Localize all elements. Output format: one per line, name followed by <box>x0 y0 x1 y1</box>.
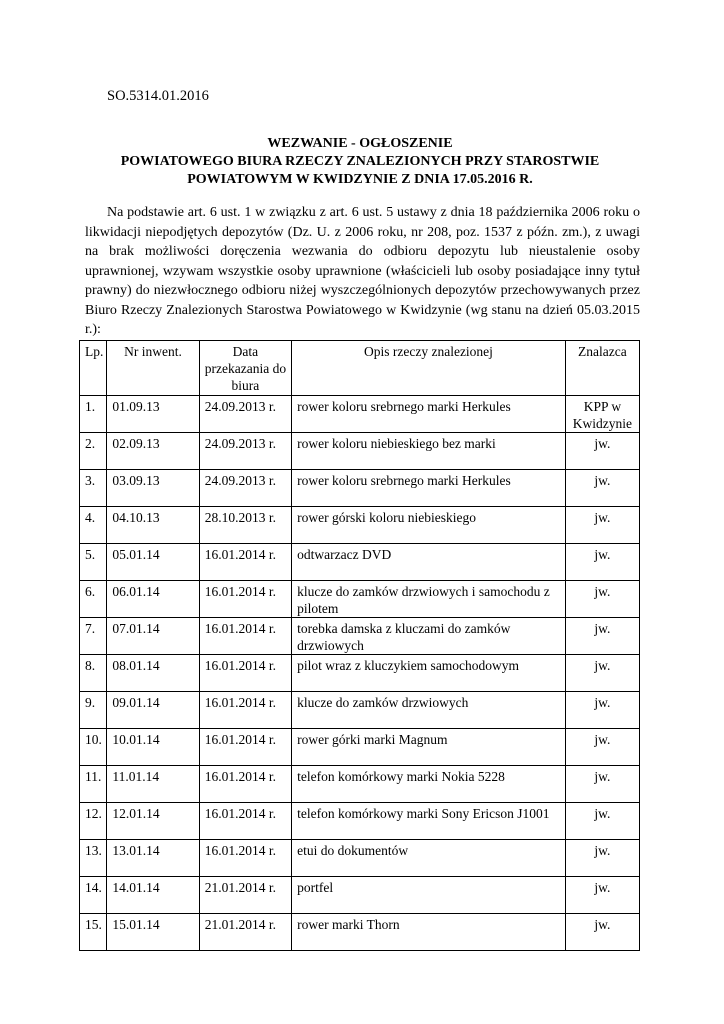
cell-inventory-no: 11.01.14 <box>107 766 199 803</box>
cell-finder: KPP w Kwidzynie <box>565 396 639 433</box>
cell-lp: 7. <box>80 618 107 655</box>
cell-inventory-no: 04.10.13 <box>107 507 199 544</box>
cell-date: 21.01.2014 r. <box>199 914 291 951</box>
cell-finder: jw. <box>565 507 639 544</box>
cell-description: rower górki marki Magnum <box>292 729 566 766</box>
title-line: POWIATOWEGO BIURA RZECZY ZNALEZIONYCH PRZY STAROSTWIE <box>120 154 600 169</box>
cell-finder: jw. <box>565 618 639 655</box>
title-line: POWIATOWYM W KWIDZYNIE Z DNIA 17.05.2016 R. <box>187 172 533 187</box>
cell-description: telefon komórkowy marki Nokia 5228 <box>292 766 566 803</box>
header-date: Data przekazania do biura <box>199 341 291 396</box>
cell-finder: jw. <box>565 470 639 507</box>
cell-lp: 5. <box>80 544 107 581</box>
cell-description: etui do dokumentów <box>292 840 566 877</box>
deposits-table <box>79 340 640 951</box>
cell-description: rower marki Thorn <box>292 914 566 951</box>
cell-finder: jw. <box>565 766 639 803</box>
cell-date: 16.01.2014 r. <box>199 840 291 877</box>
cell-lp: 12. <box>80 803 107 840</box>
cell-lp: 8. <box>80 655 107 692</box>
header-finder: Znalazca <box>565 341 639 396</box>
table-row <box>80 692 640 729</box>
cell-date: 24.09.2013 r. <box>199 433 291 470</box>
cell-description: pilot wraz z kluczykiem samochodowym <box>292 655 566 692</box>
cell-description: telefon komórkowy marki Sony Ericson J1001 <box>292 803 566 840</box>
cell-lp: 14. <box>80 877 107 914</box>
table-row <box>80 507 640 544</box>
cell-lp: 13. <box>80 840 107 877</box>
cell-lp: 1. <box>80 396 107 433</box>
cell-inventory-no: 07.01.14 <box>107 618 199 655</box>
header-inventory-no: Nr inwent. <box>107 341 199 396</box>
cell-date: 24.09.2013 r. <box>199 470 291 507</box>
header-lp: Lp. <box>80 341 107 396</box>
cell-date: 24.09.2013 r. <box>199 396 291 433</box>
cell-finder: jw. <box>565 877 639 914</box>
table-row <box>80 433 640 470</box>
cell-inventory-no: 06.01.14 <box>107 581 199 618</box>
cell-description: rower koloru niebieskiego bez marki <box>292 433 566 470</box>
cell-finder: jw. <box>565 803 639 840</box>
cell-description: odtwarzacz DVD <box>292 544 566 581</box>
cell-inventory-no: 15.01.14 <box>107 914 199 951</box>
cell-lp: 10. <box>80 729 107 766</box>
cell-date: 16.01.2014 r. <box>199 544 291 581</box>
cell-inventory-no: 13.01.14 <box>107 840 199 877</box>
cell-lp: 6. <box>80 581 107 618</box>
table-row <box>80 655 640 692</box>
cell-inventory-no: 05.01.14 <box>107 544 199 581</box>
cell-date: 16.01.2014 r. <box>199 581 291 618</box>
cell-inventory-no: 09.01.14 <box>107 692 199 729</box>
intro-paragraph: Na podstawie art. 6 ust. 1 w związku z art. 6 ust. 5 ustawy z dnia 18 października 2006 roku o likwidacji niepodjętych depozytów (Dz. U. z 2006 roku, nr 208, poz. 1537 z późn. zm.), z uwagi na brak możliwości doręczenia wezwania do odbioru depozytu lub nieustalenie osoby uprawnionej, wzywam wszystkie osoby uprawnione (właścicieli lub osoby posiadające inny tytuł prawny) do niezwłocznego odbioru niżej wyszczególnionych depozytów przechowywanych przez Biuro Rzeczy Znalezionych Starostwa Powiatowego w Kwidzynie (wg stanu na dzień 05.03.2015 r.): <box>85 205 640 337</box>
cell-lp: 2. <box>80 433 107 470</box>
cell-finder: jw. <box>565 544 639 581</box>
cell-finder: jw. <box>565 692 639 729</box>
cell-date: 16.01.2014 r. <box>199 692 291 729</box>
table-header-row <box>80 341 640 396</box>
cell-finder: jw. <box>565 840 639 877</box>
table-row <box>80 729 640 766</box>
cell-description: rower górski koloru niebieskiego <box>292 507 566 544</box>
cell-finder: jw. <box>565 433 639 470</box>
table-row <box>80 840 640 877</box>
cell-inventory-no: 03.09.13 <box>107 470 199 507</box>
cell-lp: 3. <box>80 470 107 507</box>
cell-description: torebka damska z kluczami do zamków drzwiowych <box>292 618 566 655</box>
cell-date: 21.01.2014 r. <box>199 877 291 914</box>
table-row <box>80 618 640 655</box>
cell-date: 16.01.2014 r. <box>199 729 291 766</box>
cell-description: klucze do zamków drzwiowych <box>292 692 566 729</box>
table-row <box>80 544 640 581</box>
table-row <box>80 396 640 433</box>
cell-finder: jw. <box>565 914 639 951</box>
cell-inventory-no: 01.09.13 <box>107 396 199 433</box>
header-description: Opis rzeczy znalezionej <box>292 341 566 396</box>
cell-inventory-no: 10.01.14 <box>107 729 199 766</box>
table-row <box>80 877 640 914</box>
cell-description: klucze do zamków drzwiowych i samochodu z pilotem <box>292 581 566 618</box>
cell-finder: jw. <box>565 581 639 618</box>
document-reference: SO.5314.01.2016 <box>107 88 209 104</box>
table-row <box>80 766 640 803</box>
cell-lp: 9. <box>80 692 107 729</box>
cell-date: 16.01.2014 r. <box>199 803 291 840</box>
cell-inventory-no: 14.01.14 <box>107 877 199 914</box>
cell-description: rower koloru srebrnego marki Herkules <box>292 396 566 433</box>
cell-inventory-no: 02.09.13 <box>107 433 199 470</box>
cell-date: 16.01.2014 r. <box>199 618 291 655</box>
cell-finder: jw. <box>565 729 639 766</box>
cell-inventory-no: 12.01.14 <box>107 803 199 840</box>
table-row <box>80 914 640 951</box>
document-title <box>80 135 640 189</box>
table-row <box>80 470 640 507</box>
table-row <box>80 803 640 840</box>
cell-date: 16.01.2014 r. <box>199 655 291 692</box>
cell-description: rower koloru srebrnego marki Herkules <box>292 470 566 507</box>
cell-date: 28.10.2013 r. <box>199 507 291 544</box>
cell-lp: 4. <box>80 507 107 544</box>
cell-date: 16.01.2014 r. <box>199 766 291 803</box>
cell-lp: 11. <box>80 766 107 803</box>
cell-lp: 15. <box>80 914 107 951</box>
cell-finder: jw. <box>565 655 639 692</box>
cell-description: portfel <box>292 877 566 914</box>
table-row <box>80 581 640 618</box>
cell-inventory-no: 08.01.14 <box>107 655 199 692</box>
title-line: WEZWANIE - OGŁOSZENIE <box>267 136 453 151</box>
